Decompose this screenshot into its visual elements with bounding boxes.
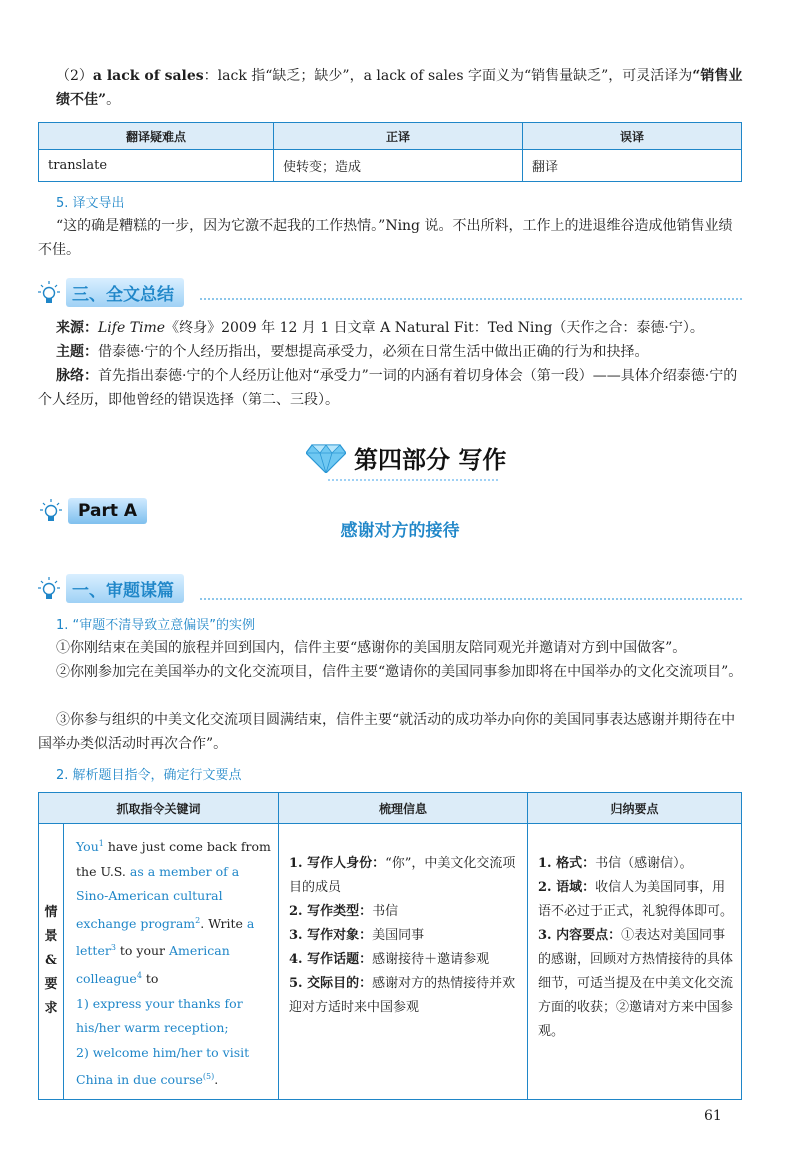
info-item: 1. 写作人身份：“你”，中美文化交流项目的成员 xyxy=(289,856,516,895)
section5-text: “这的确是糟糕的一步，因为它激不起我的工作热情。”Ning 说。不出所料，工作上的进退维谷造成他销售业绩不佳。 xyxy=(38,218,733,258)
analysis-item1: ①你刚结束在美国的旅程并回到国内，信件主要“感谢你的美国朋友陪同观光并邀请对方到中国做客”。 xyxy=(56,640,687,656)
table-header: 误译 xyxy=(523,123,742,150)
analysis-divider xyxy=(200,598,742,600)
instruction-english: You$^1$ have just come back from the U.S. as a member of a Sino-American cultural exchange program$^2$. Write a letter$^3$ to your American colleague$^4$ to 1) express your thanks for his/her warm reception; 2) welcome him/her to visit China in due course$^{(5)}$. xyxy=(64,824,279,1100)
info-item: 5. 交际目的：感谢对方的热情接待并欢迎对方适时来中国参观 xyxy=(289,976,516,1015)
summary-item: 3. 内容要点：①表达对美国同事的感谢，回顾对方热情接待的具体细节，可适当提及在中美文化交流方面的收获；②邀请对方来中国参观。 xyxy=(538,928,734,1039)
instruction-summary xyxy=(528,824,742,1100)
info-item: 2. 写作类型：书信 xyxy=(289,904,399,919)
summary-item: 2. 语域：收信人为美国同事，用语不必过于正式，礼貌得体即可。 xyxy=(538,880,734,919)
instruction-table xyxy=(38,792,742,1100)
info-item: 4. 写作话题：感谢接待＋邀请参观 xyxy=(289,952,490,967)
info-item: 3. 写作对象：美国同事 xyxy=(289,928,425,943)
table-header: 翻译疑难点 xyxy=(39,123,274,150)
table-row xyxy=(39,150,742,182)
analysis-sub2: 2. 解析题目指令，确定行文要点 xyxy=(56,768,242,783)
table-header: 归纳要点 xyxy=(528,793,742,824)
table-row xyxy=(39,824,742,1100)
summary-theme: 主题：借泰德·宁的个人经历指出，要想提高承受力，必须在日常生活中做出正确的行为和抉择。 xyxy=(56,344,649,360)
lightbulb-icon xyxy=(38,280,60,306)
page-number: 61 xyxy=(704,1108,722,1124)
summary-divider xyxy=(200,298,742,300)
analysis-heading xyxy=(38,574,184,603)
intro-rendering: “销售业绩不佳” xyxy=(56,68,743,108)
part-title xyxy=(306,440,506,475)
analysis-sub1: 1. “审题不清导致立意偏误”的实例 xyxy=(56,618,256,633)
intro-term: a lack of sales xyxy=(92,68,204,84)
table-header: 梳理信息 xyxy=(279,793,528,824)
diamond-icon xyxy=(306,443,346,473)
part-a-label: Part A xyxy=(68,498,147,524)
analysis-heading-text: 一、审题谋篇 xyxy=(66,574,184,603)
summary-heading xyxy=(38,278,184,307)
analysis-item3: ③你参与组织的中美文化交流项目圆满结束，信件主要“就活动的成功举办向你的美国同事表达感谢并期待在中国举办类似活动时再次合作”。 xyxy=(38,712,736,752)
translation-table xyxy=(38,122,742,182)
summary-item: 1. 格式：书信（感谢信）。 xyxy=(538,856,693,871)
summary-context: 脉络：首先指出泰德·宁的个人经历让他对“承受力”一词的内涵有着切身体会（第一段）——具体介绍泰德·宁的个人经历，即他曾经的错误选择（第二、三段）。 xyxy=(38,368,738,408)
table-header: 正译 xyxy=(274,123,523,150)
intro-paragraph: （2）a lack of sales：lack 指“缺乏；缺少”，a lack of sales 字面义为“销售量缺乏”，可灵活译为“销售业绩不佳”。 xyxy=(56,68,743,108)
section5-heading: 5. 译文导出 xyxy=(56,196,125,211)
summary-heading-text: 三、全文总结 xyxy=(66,278,184,307)
part-title-underline xyxy=(328,479,498,481)
table-cell: 使转变；造成 xyxy=(274,150,523,182)
analysis-item2: ②你刚参加完在美国举办的文化交流项目，信件主要“邀请你的美国同事参加即将在中国举办的文化交流项目”。 xyxy=(56,664,743,680)
table-cell: translate xyxy=(39,150,274,182)
table-cell: 翻译 xyxy=(523,150,742,182)
instruction-info xyxy=(279,824,528,1100)
table-header: 抓取指令关键词 xyxy=(39,793,279,824)
lightbulb-icon xyxy=(38,576,60,602)
part-title-text: 第四部分 写作 xyxy=(354,446,507,474)
summary-source: 来源：Life Time《终身》2009 年 12 月 1 日文章 A Natural Fit：Ted Ning（天作之合：泰德·宁）。 xyxy=(56,320,704,336)
side-label: 情 景 & 要 求 xyxy=(39,824,64,1100)
part-a-subtitle: 感谢对方的接待 xyxy=(340,521,460,541)
